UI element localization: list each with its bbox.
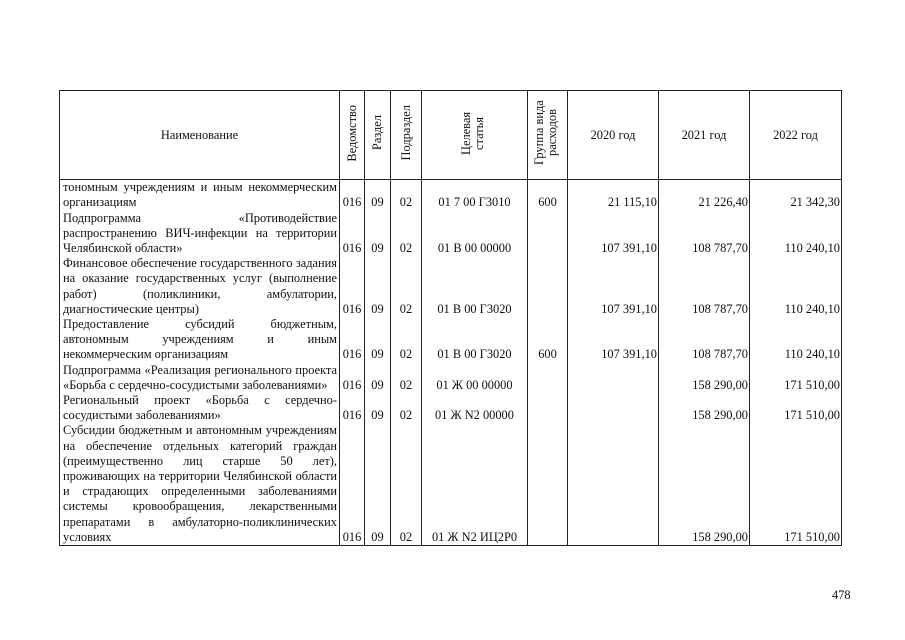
- row-name: тономным учреждениям и иным некоммерческим организациям: [60, 180, 340, 211]
- budget-table: [59, 90, 842, 546]
- row-2022: 110 240,10: [750, 317, 842, 363]
- row-2022: 110 240,10: [750, 211, 842, 257]
- row-department: 016: [340, 317, 365, 363]
- row-2021: 108 787,70: [659, 256, 750, 317]
- row-expense-group: [528, 423, 568, 545]
- row-expense-group: [528, 256, 568, 317]
- row-2021: 158 290,00: [659, 423, 750, 545]
- row-section: 09: [365, 317, 391, 363]
- table-row: [60, 211, 842, 257]
- row-name: Предоставление субсидий бюджетным, автономным учреждениям и иным некоммерческим организациям: [60, 317, 340, 363]
- row-subsection: 02: [391, 393, 422, 423]
- row-2022: 171 510,00: [750, 363, 842, 393]
- row-section: 09: [365, 393, 391, 423]
- row-section: 09: [365, 211, 391, 257]
- row-2020: [568, 423, 659, 545]
- header-2021: 2021 год: [659, 91, 750, 180]
- row-expense-group: [528, 211, 568, 257]
- row-name: Субсидии бюджетным и автономным учреждениям на обеспечение отдельных категорий граждан (преимущественно лиц старше 50 лет), проживающих на территории Челябинской области и страдающих определенными заболеваниями системы кровообращения, лекарственными препаратами в амбулаторно-поликлинических условиях: [60, 423, 340, 545]
- row-section: 09: [365, 256, 391, 317]
- row-expense-group: 600: [528, 180, 568, 211]
- row-2021: 158 290,00: [659, 363, 750, 393]
- table-row: [60, 423, 842, 545]
- row-department: 016: [340, 363, 365, 393]
- row-department: 016: [340, 423, 365, 545]
- row-2020: 107 391,10: [568, 256, 659, 317]
- row-2020: 21 115,10: [568, 180, 659, 211]
- header-subsection: Подраздел: [398, 105, 413, 161]
- row-2020: 107 391,10: [568, 211, 659, 257]
- row-2020: [568, 363, 659, 393]
- header-name: Наименование: [60, 91, 340, 180]
- row-target-item: 01 Ж N2 ИЦ2Р0: [422, 423, 528, 545]
- row-2022: 171 510,00: [750, 393, 842, 423]
- row-expense-group: [528, 363, 568, 393]
- row-target-item: 01 В 00 Г3020: [422, 317, 528, 363]
- row-target-item: 01 7 00 Г3010: [422, 180, 528, 211]
- row-name: Финансовое обеспечение государственного задания на оказание государственных услуг (выполнение работ) (поликлиники, амбулатории, диагностические центры): [60, 256, 340, 317]
- row-2022: 171 510,00: [750, 423, 842, 545]
- table-row: [60, 256, 842, 317]
- row-expense-group: [528, 393, 568, 423]
- row-target-item: 01 Ж N2 00000: [422, 393, 528, 423]
- header-row: [60, 91, 842, 180]
- row-2022: 110 240,10: [750, 256, 842, 317]
- row-department: 016: [340, 393, 365, 423]
- row-2021: 21 226,40: [659, 180, 750, 211]
- row-2021: 108 787,70: [659, 211, 750, 257]
- row-subsection: 02: [391, 256, 422, 317]
- header-department: Ведомство: [344, 104, 359, 162]
- row-subsection: 02: [391, 317, 422, 363]
- row-2021: 108 787,70: [659, 317, 750, 363]
- row-subsection: 02: [391, 423, 422, 545]
- row-2020: [568, 393, 659, 423]
- row-subsection: 02: [391, 211, 422, 257]
- table-row: [60, 317, 842, 363]
- header-target-item: Целевая статья: [458, 111, 486, 155]
- row-department: 016: [340, 256, 365, 317]
- header-2020: 2020 год: [568, 91, 659, 180]
- row-2022: 21 342,30: [750, 180, 842, 211]
- row-target-item: 01 В 00 00000: [422, 211, 528, 257]
- row-department: 016: [340, 180, 365, 211]
- row-2020: 107 391,10: [568, 317, 659, 363]
- row-section: 09: [365, 423, 391, 545]
- header-2022: 2022 год: [750, 91, 842, 180]
- row-subsection: 02: [391, 363, 422, 393]
- row-name: Региональный проект «Борьба с сердечно-сосудистыми заболеваниями»: [60, 393, 340, 423]
- header-section: Раздел: [370, 115, 384, 151]
- row-department: 016: [340, 211, 365, 257]
- row-section: 09: [365, 363, 391, 393]
- row-target-item: 01 В 00 Г3020: [422, 256, 528, 317]
- row-expense-group: 600: [528, 317, 568, 363]
- row-name: Подпрограмма «Реализация регионального проекта «Борьба с сердечно-сосудистыми заболеваниями»: [60, 363, 340, 393]
- row-target-item: 01 Ж 00 00000: [422, 363, 528, 393]
- page-number: 478: [832, 588, 851, 602]
- row-subsection: 02: [391, 180, 422, 211]
- table-row: [60, 180, 842, 211]
- table-row: [60, 393, 842, 423]
- table-row: [60, 363, 842, 393]
- header-expense-group: Группа вида расходов: [531, 100, 559, 166]
- row-2021: 158 290,00: [659, 393, 750, 423]
- row-section: 09: [365, 180, 391, 211]
- row-name: Подпрограмма «Противодействие распространению ВИЧ-инфекции на территории Челябинской области»: [60, 211, 340, 257]
